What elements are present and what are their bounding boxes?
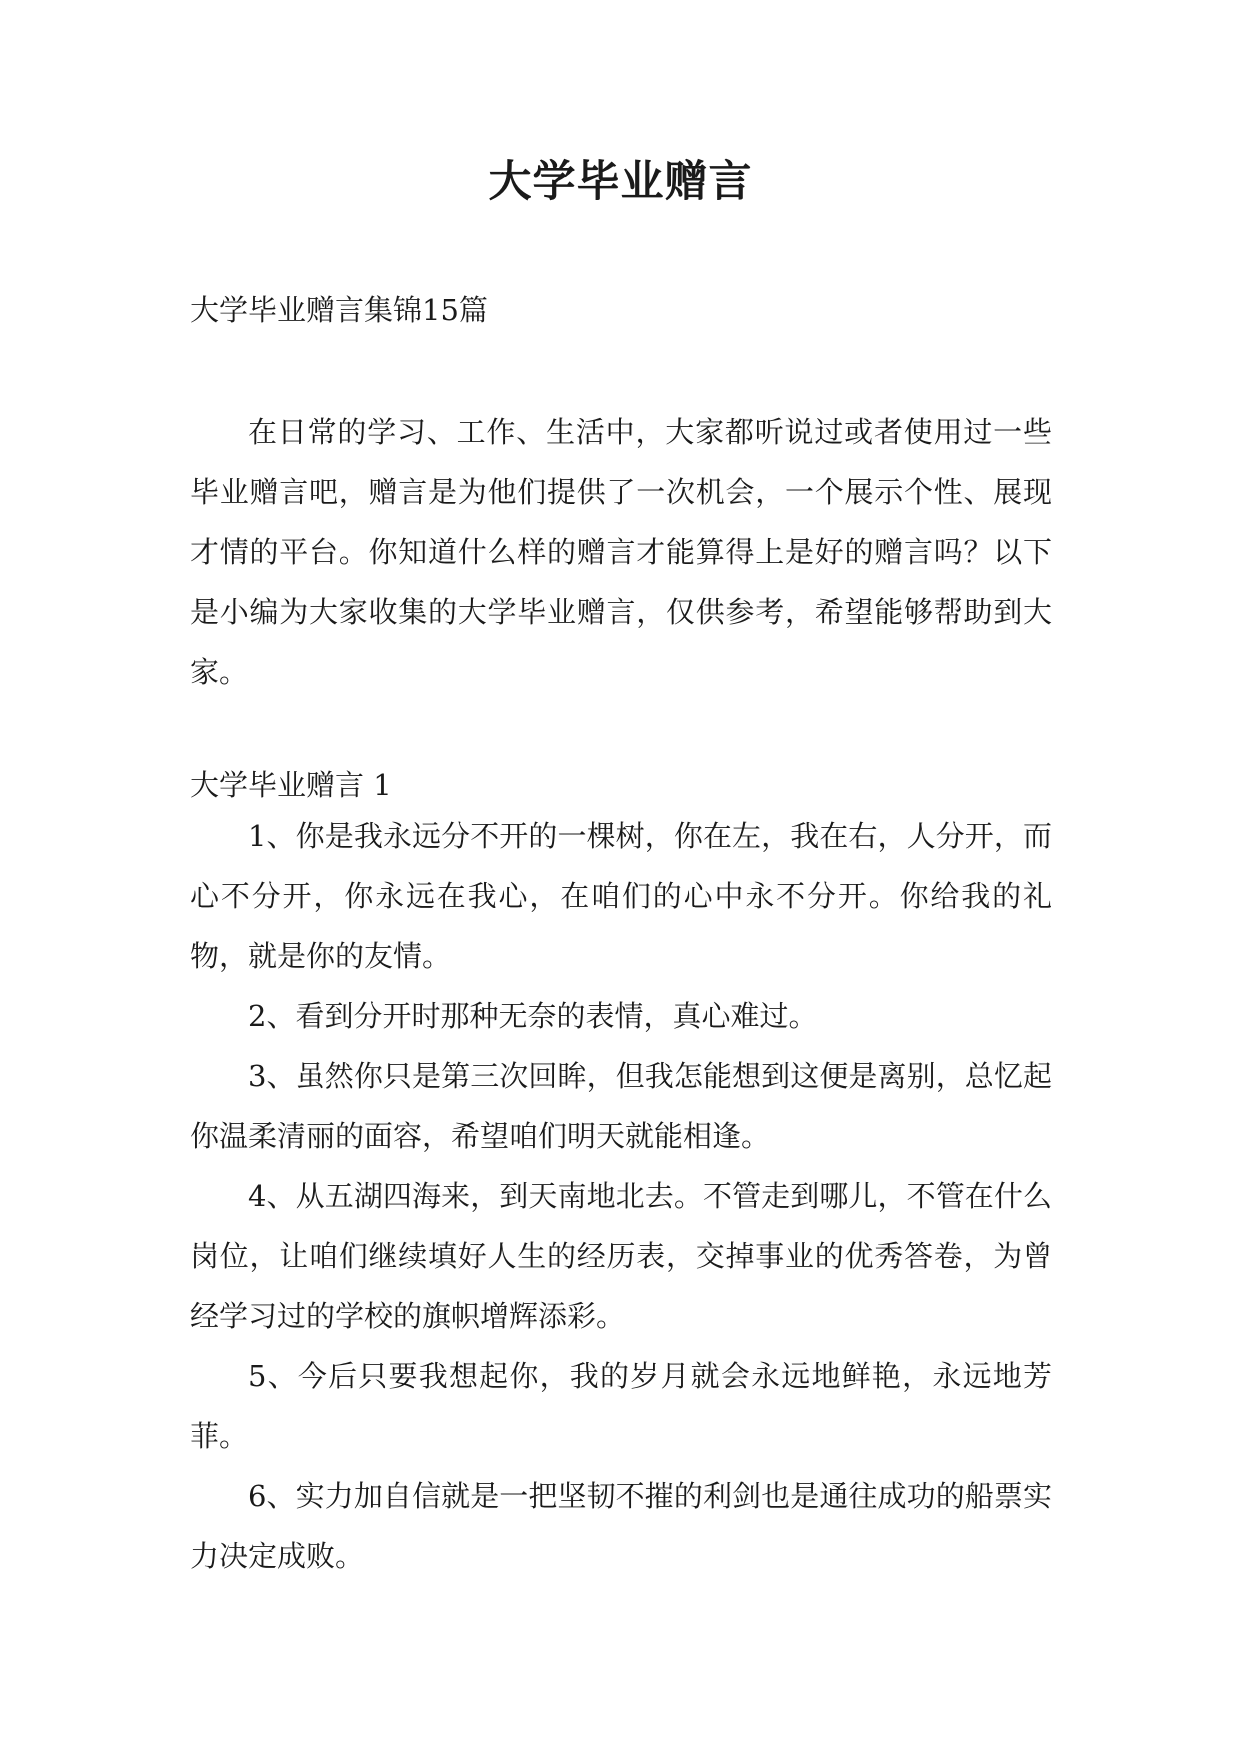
document-subtitle: 大学毕业赠言集锦15篇 <box>190 293 488 327</box>
quote-item-2: 2、看到分开时那种无奈的表情，真心难过。 <box>248 999 818 1033</box>
intro-paragraph: 在日常的学习、工作、生活中，大家都听说过或者使用过一些毕业赠言吧，赠言是为他们提供了一次机会，一个展示个性、展现才情的平台。你知道什么样的赠言才能算得上是好的赠言吗？以下是小编为大家收集的大学毕业赠言，仅供参考，希望能够帮助到大家。 <box>190 415 1052 689</box>
quote-item-6: 6、实力加自信就是一把坚韧不摧的利剑也是通往成功的船票实力决定成败。 <box>190 1479 1052 1573</box>
document-title: 大学毕业赠言 <box>488 157 753 207</box>
quote-item-4: 4、从五湖四海来，到天南地北去。不管走到哪儿，不管在什么岗位，让咱们继续填好人生的经历表，交掉事业的优秀答卷，为曾经学习过的学校的旗帜增辉添彩。 <box>190 1179 1052 1333</box>
quote-item-5: 5、今后只要我想起你，我的岁月就会永远地鲜艳，永远地芳菲。 <box>190 1359 1052 1453</box>
quote-item-3: 3、虽然你只是第三次回眸，但我怎能想到这便是离别，总忆起你温柔清丽的面容，希望咱们明天就能相逢。 <box>190 1059 1052 1153</box>
section-heading: 大学毕业赠言 1 <box>190 768 392 802</box>
quote-item-1: 1、你是我永远分不开的一棵树，你在左，我在右，人分开，而心不分开，你永远在我心，在咱们的心中永不分开。你给我的礼物，就是你的友情。 <box>190 819 1052 973</box>
quote-list <box>190 806 1052 1586</box>
